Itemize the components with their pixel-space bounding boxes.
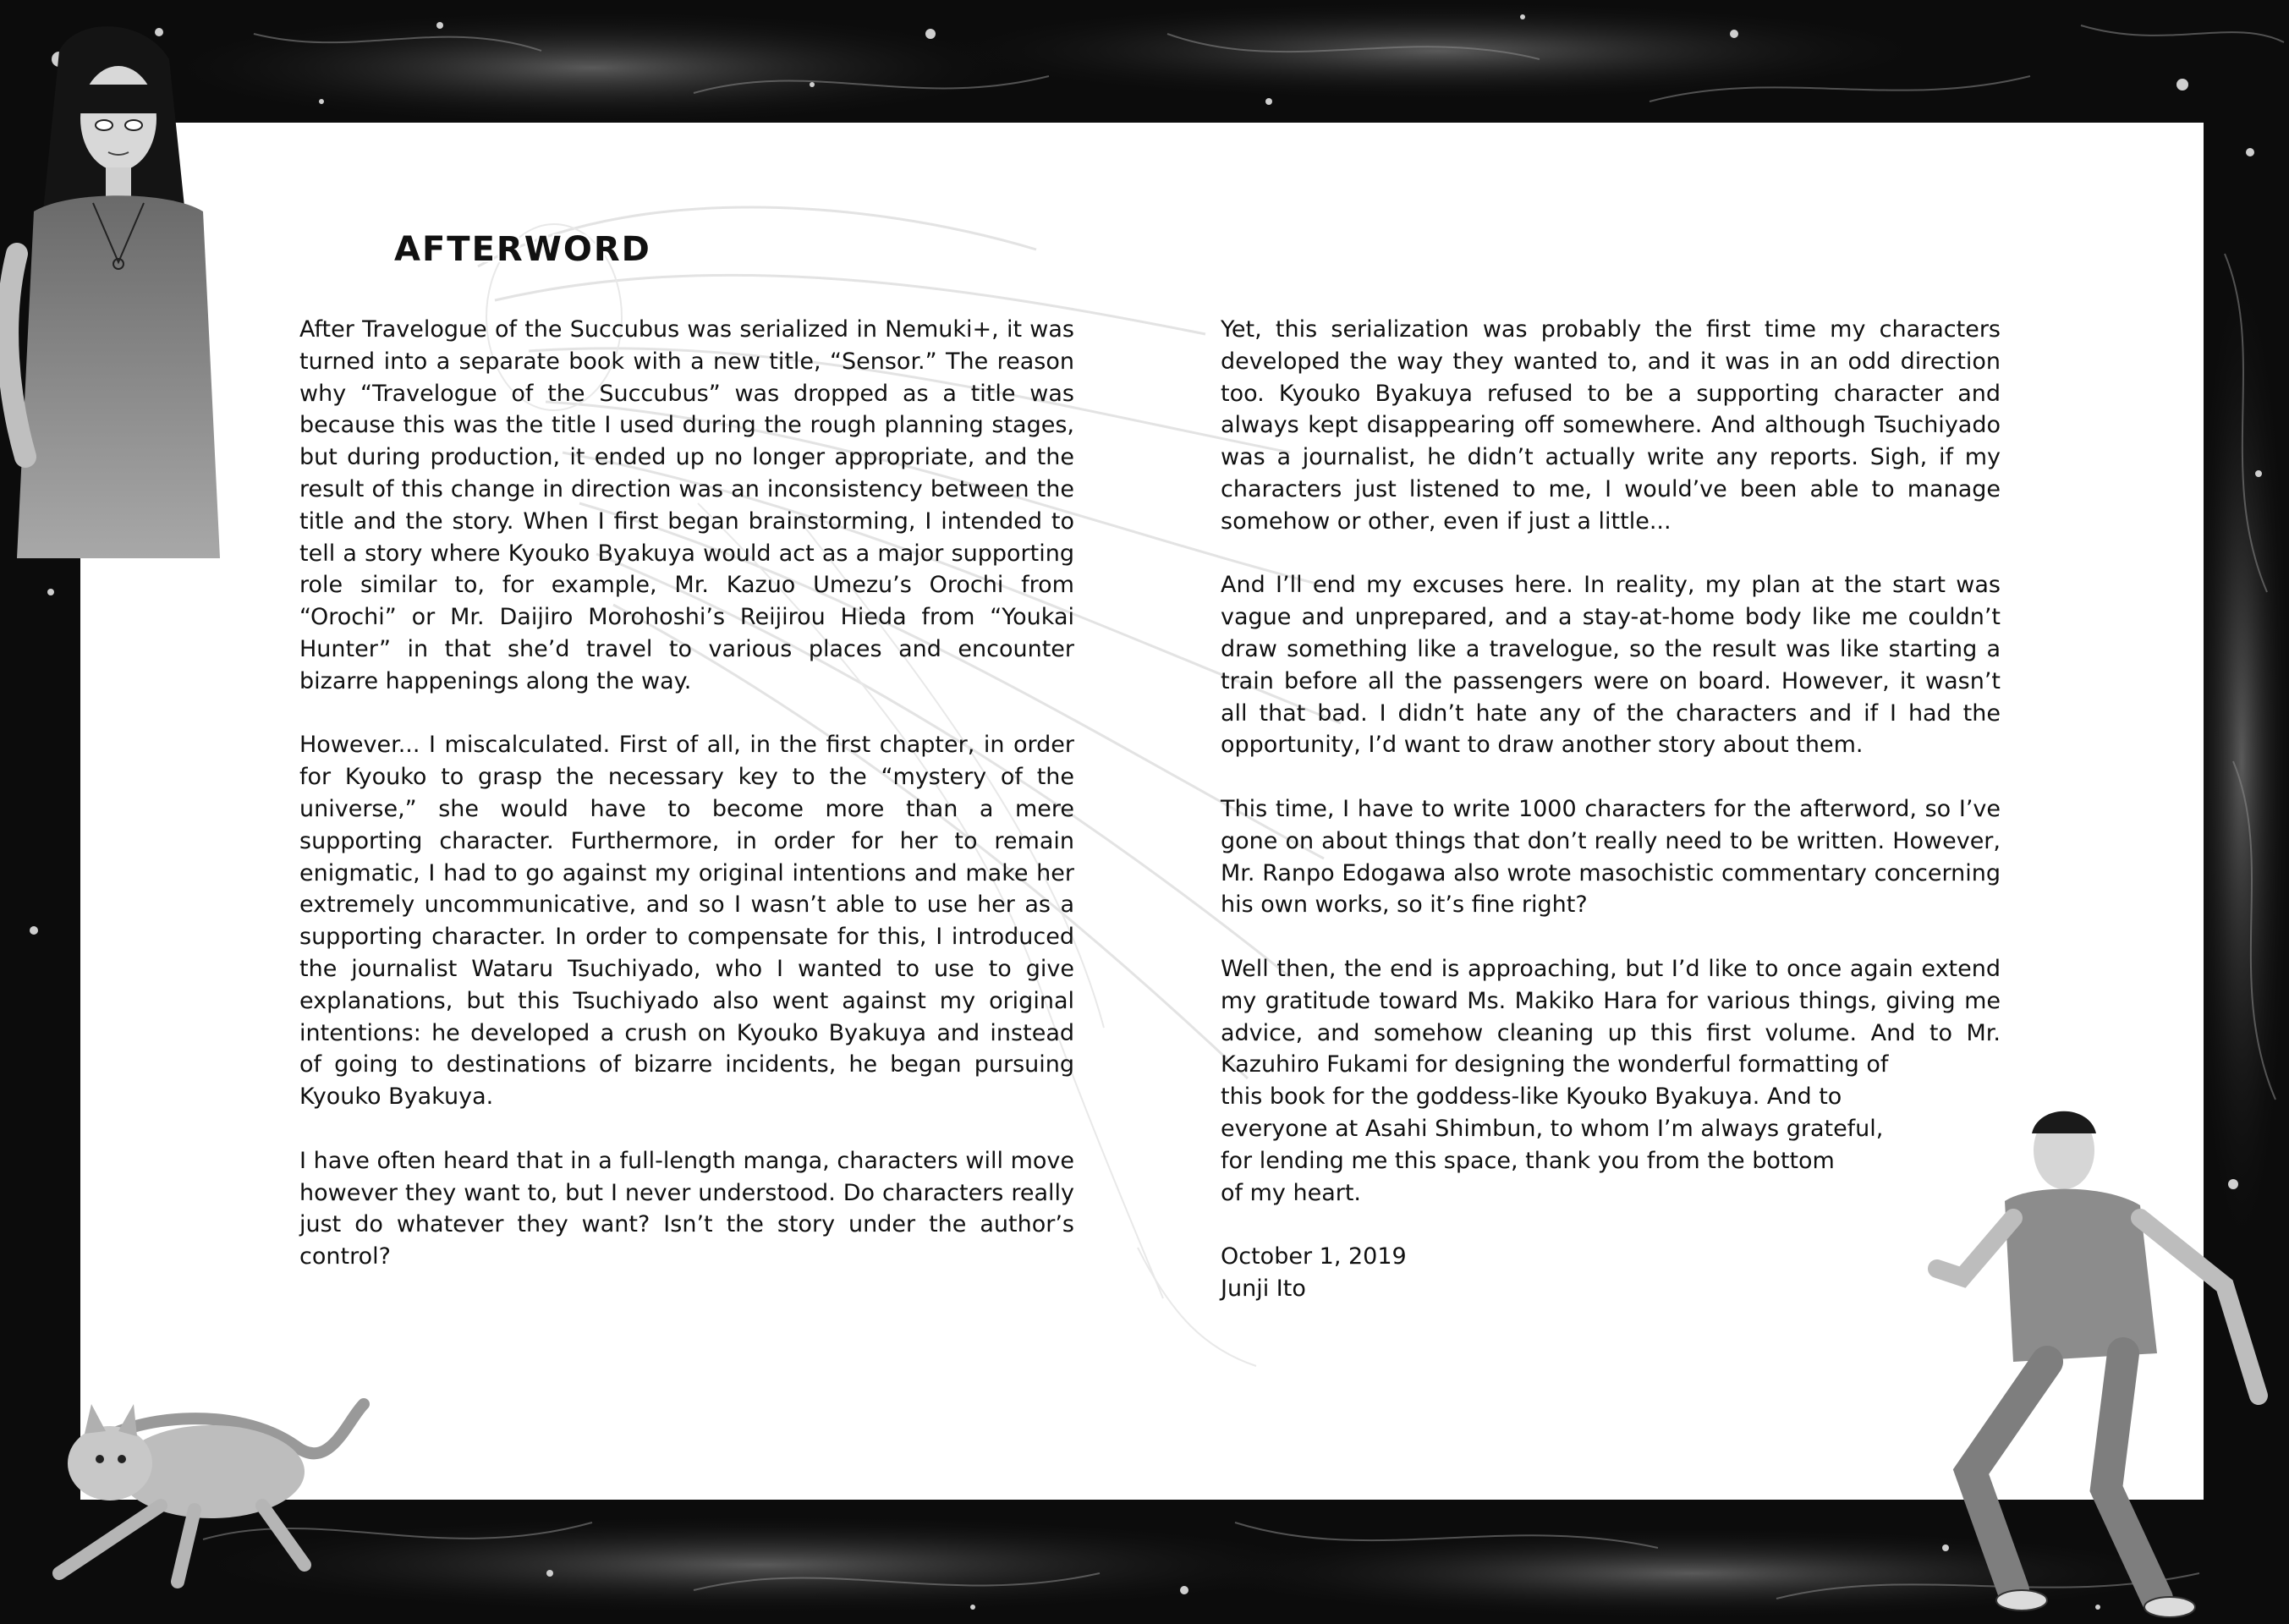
paragraph: However... I miscalculated. First of all, in the first chapter, in order for Kyouko to grasp the necessary key to the “mystery of the universe,” she would have to become more than a mere supporting character. Furthermore, in order for her to remain enigmatic, I had to go against my original intentions and make her extremely uncommunicative, and so I wasn’t able to use her as a supporting character. In order to compensate for this, I introduced the journalist Wataru Tsuchiyado, who I wanted to use to give explanations, but this Tsuchiyado also went against my original intentions: he developed a crush on Kyouko Byakuya and instead of going to destinations of bizarre incidents, he began pursuing Kyouko Byakuya. [299,732,1074,1111]
paragraph: And I’ll end my excuses here. In reality, my plan at the start was vague and unprepared, and a stay-at-home body like me couldn’t draw something like a travelogue, so the result was like starting a train before all the passengers were on board. However, it wasn’t all that bad. I didn’t hate any of the characters and if I had the opportunity, I’d want to draw another story about them. [1221,572,2001,759]
page-title: AFTERWORD [394,230,651,269]
cat-illustration [25,1353,381,1607]
left-text-column [299,314,1074,1305]
signature-author: Junji Ito [1221,1275,1306,1302]
paragraph: This time, I have to write 1000 characters for the afterword, so I’ve gone on about things that don’t really need to be written. However, Mr. Ranpo Edogawa also wrote masochistic commentary concerning his own works, so it’s fine right? [1221,795,2001,919]
paragraph: Well then, the end is approaching, but I’d like to once again extend my gratitude toward Ms. Makiko Hara for various things, giving me advice, and somehow cleaning up this first volume. And to Mr. Kazuhiro Fukami for designing the wonderful formatting of [1221,955,2001,1078]
signature-date: October 1, 2019 [1221,1243,1407,1270]
paragraph-tail: this book for the goddess-like Kyouko Byakuya. And to everyone at Asahi Shimbun, to whom I’m always grateful, for lending me this space, thank you from the bottom of my heart. [1221,1084,1884,1206]
signature [1221,1241,2001,1305]
paragraph: I have often heard that in a full-length manga, characters will move however they want to, but I never understood. Do characters really just do whatever they want? Isn’t the story under the author’s control? [299,1147,1074,1270]
woman-long-hair-illustration [0,0,245,567]
paragraph: After Travelogue of the Succubus was serialized in Nemuki+, it was turned into a separate book with a new title, “Sensor.” The reason why “Travelogue of the Succubus” was dropped as a title was because this was the title I used during the rough planning stages, but during production, it ended up no longer appropriate, and the result of this change in direction was an inconsistency between the title and the story. When I first began brainstorming, I intended to tell a story where Kyouko Byakuya would act as a major supporting role similar to, for example, Mr. Kazuo Umezu’s Orochi from “Orochi” or Mr. Daijiro Morohoshi’s Reijirou Hieda from “Youkai Hunter” in that she’d travel to various places and encounter bizarre happenings along the way. [299,316,1074,694]
paragraph: Yet, this serialization was probably the first time my characters developed the way they wanted to, and it was in an odd direction too. Kyouko Byakuya refused to be a supporting character and always kept disappearing off somewhere. And although Tsuchiyado was a journalist, he didn’t actually write any reports. Sigh, if my characters just listened to me, I would’ve been able to manage somehow or other, even if just a little... [1221,316,2001,535]
right-text-column [1221,314,2001,1305]
